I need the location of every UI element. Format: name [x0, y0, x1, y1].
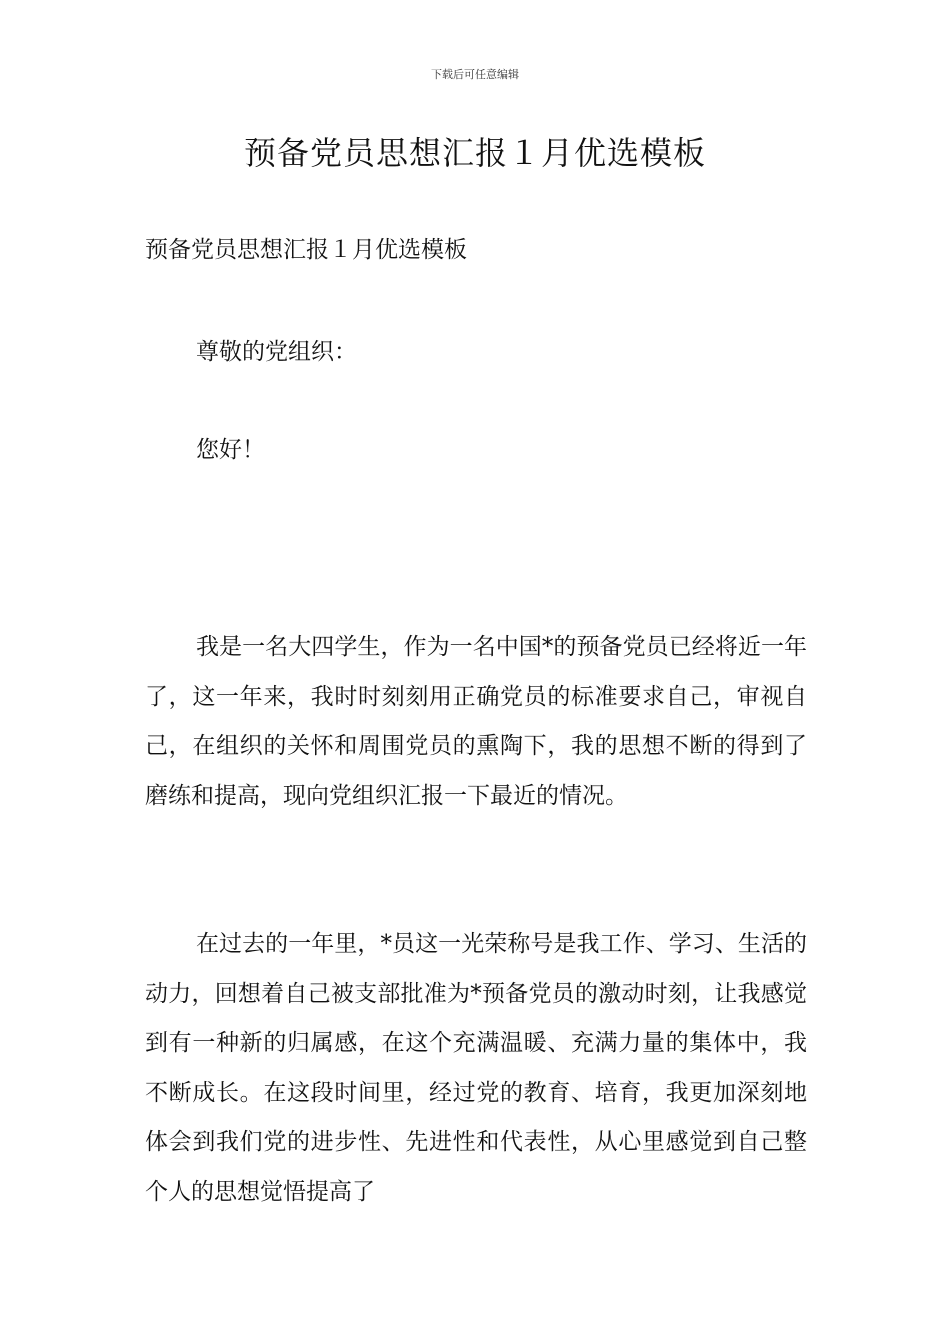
greeting: 您好！ — [196, 437, 265, 463]
document-subtitle: 预备党员思想汇报１月优选模板 — [145, 237, 467, 263]
salutation: 尊敬的党组织： — [196, 339, 357, 365]
document-title: 预备党员思想汇报１月优选模板 — [243, 134, 706, 172]
body-paragraph: 我是一名大四学生，作为一名中国*的预备党员已经将近一年了，这一年来，我时时刻刻用正确党员的标准要求自己，审视自己，在组织的关怀和周围党员的熏陶下，我的思想不断的得到了磨练和提高，现向党组织汇报一下最近的情况。 — [145, 634, 807, 809]
body-paragraph: 在过去的一年里，*员这一光荣称号是我工作、学习、生活的动力，回想着自己被支部批准为*预备党员的激动时刻，让我感觉到有一种新的归属感，在这个充满温暖、充满力量的集体中，我不断成长。在这段时间里，经过党的教育、培育，我更加深刻地体会到我们党的进步性、先进性和代表性，从心里感觉到自己整个人的思想觉悟提高了 — [145, 931, 807, 1205]
header-note: 下载后可任意编辑 — [431, 68, 519, 81]
